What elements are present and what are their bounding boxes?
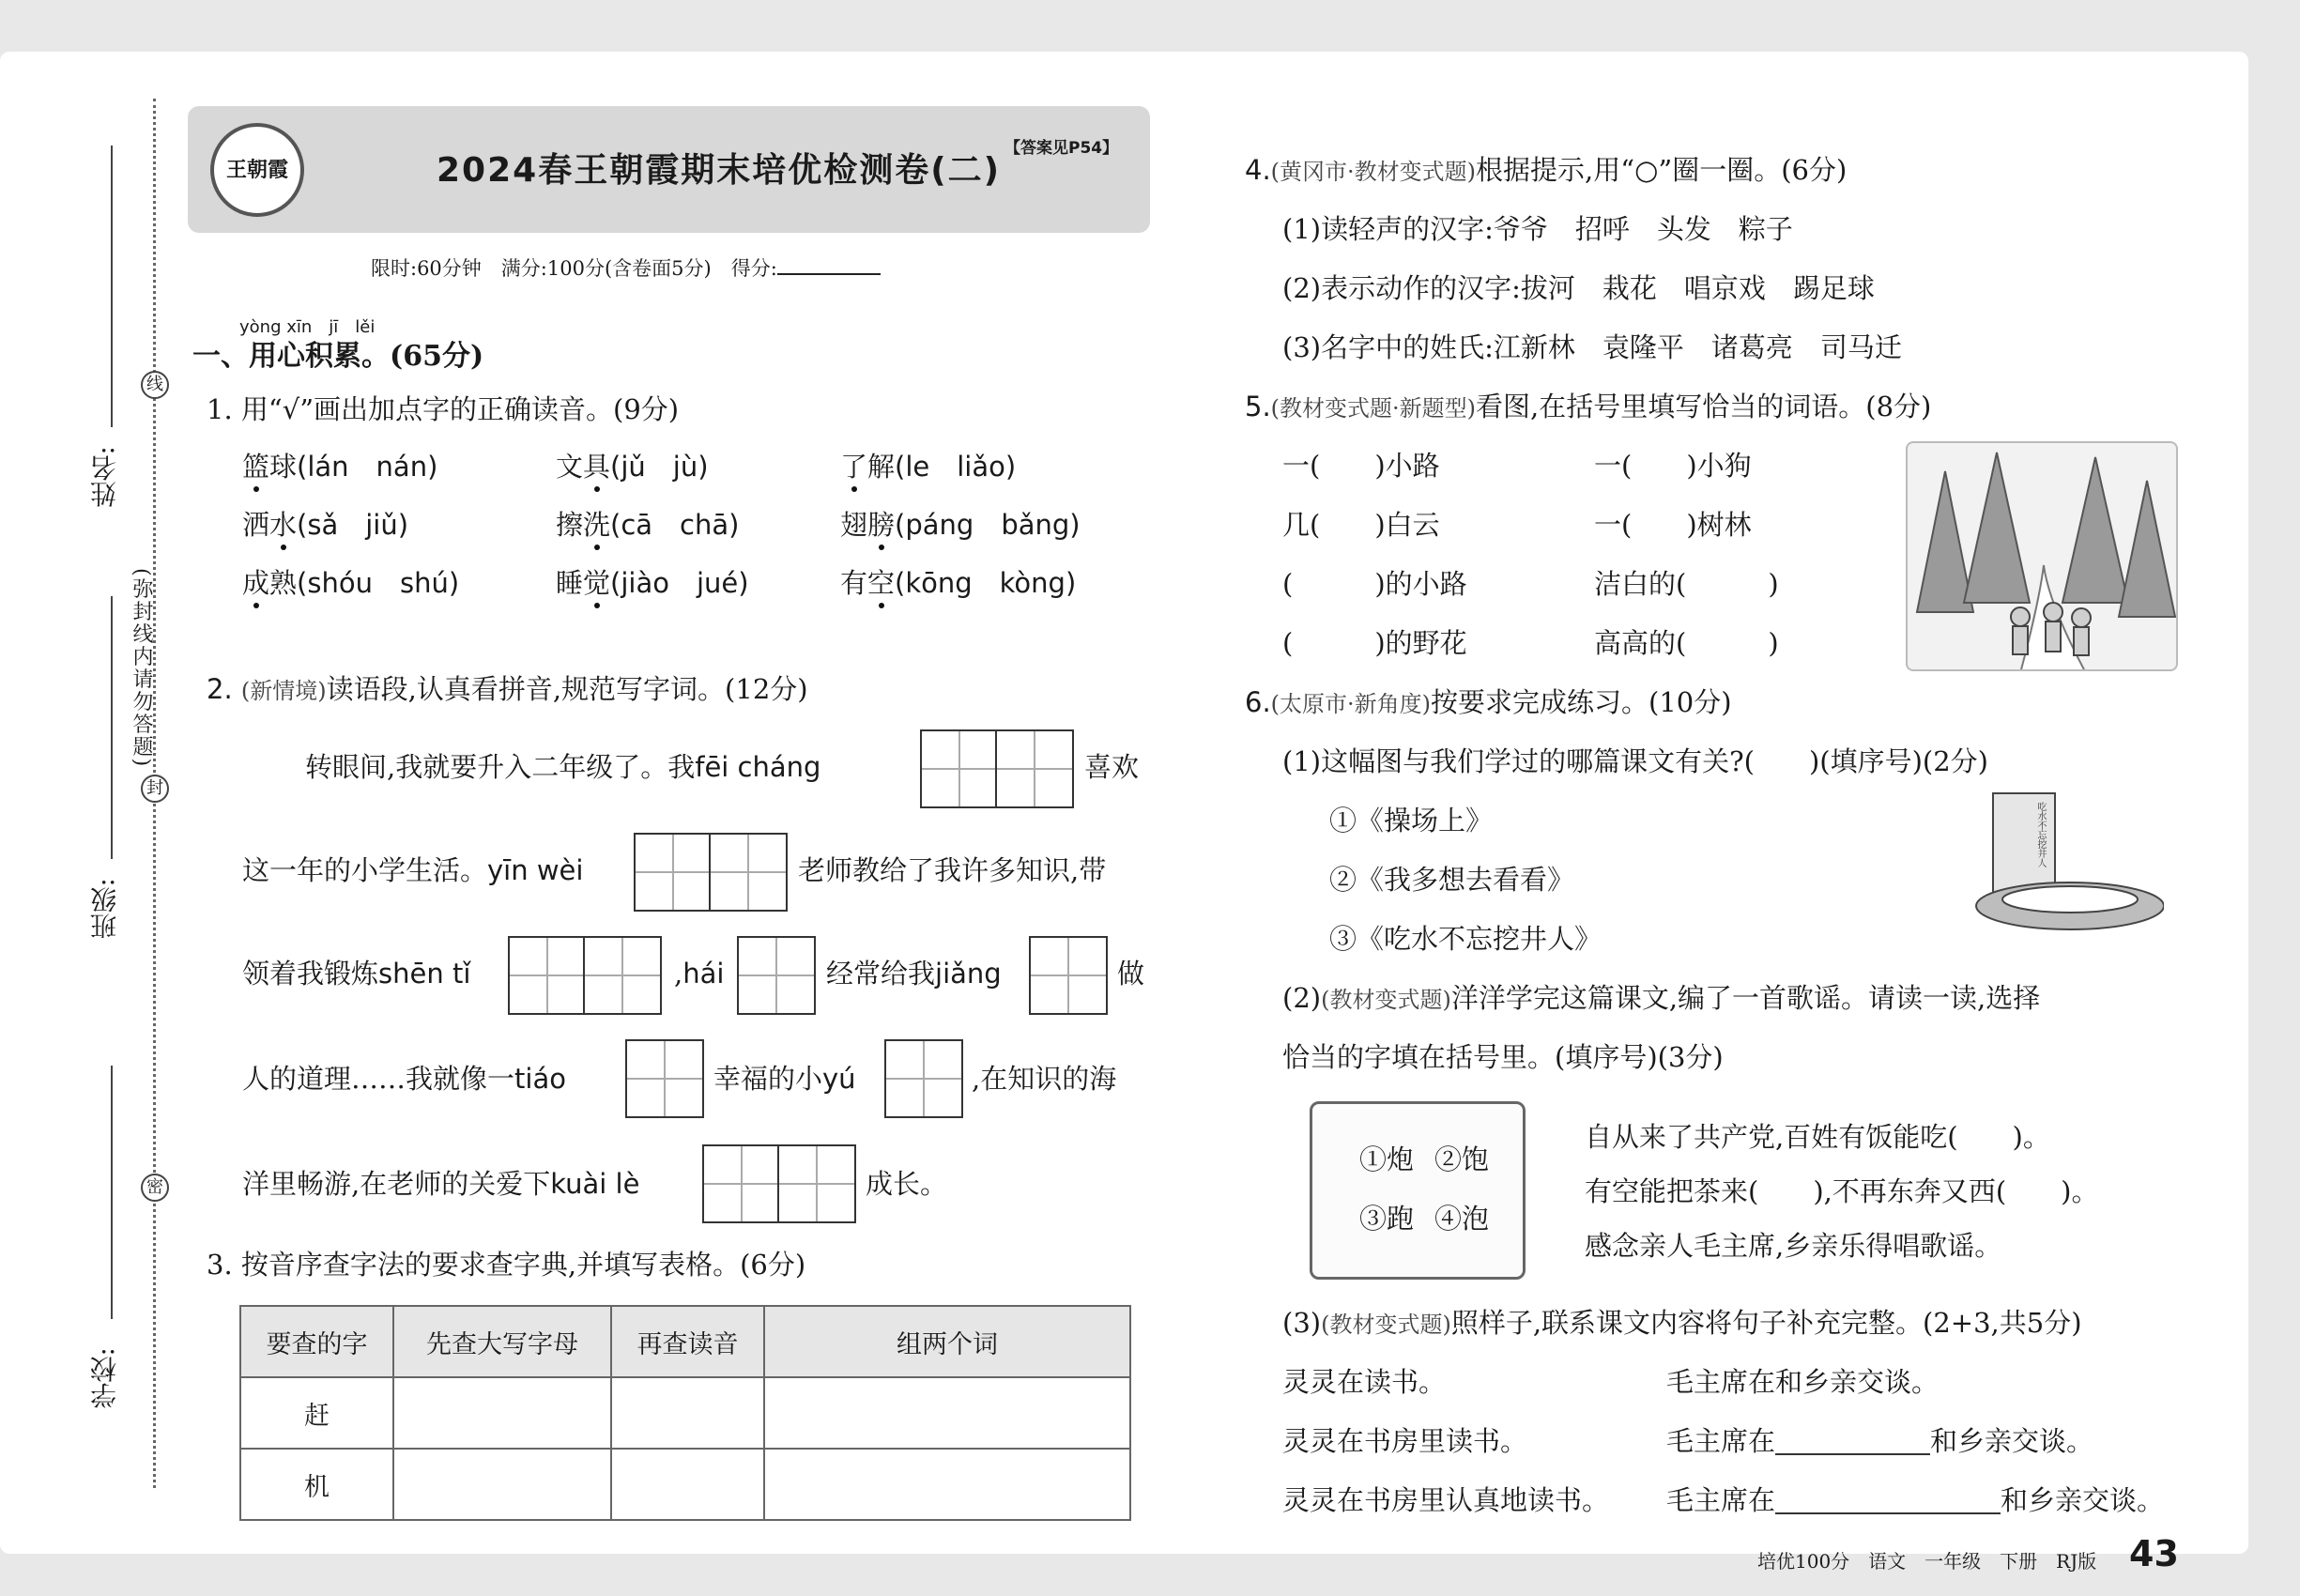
q1-item: 篮球(lán nán) (242, 451, 438, 483)
q4-line3: (3)名字中的姓氏:江新林 袁隆平 诸葛亮 司马迁 (1282, 331, 1902, 363)
example-sentence: 毛主席在和乡亲交谈。 (1666, 1366, 1940, 1398)
q5-item: 几( )白云 (1282, 509, 1440, 541)
writing-grid-feichang[interactable] (920, 729, 1074, 808)
exam-title: 2024春王朝霞期末培优检测卷(二) (437, 151, 1002, 190)
q1-item: 文具(jǔ jù) (556, 451, 709, 483)
answer-cell[interactable] (393, 1377, 611, 1449)
q1-item: 洒水(sǎ jiǔ) (242, 509, 409, 541)
q5-title: 5.(教材变式题·新题型)看图,在括号里填写恰当的词语。(8分) (1245, 391, 1932, 422)
answer-cell[interactable] (611, 1449, 764, 1520)
writing-grid-shenti[interactable] (508, 936, 662, 1015)
q4-line1: (1)读轻声的汉字:爷爷 招呼 头发 粽子 (1282, 213, 1793, 245)
example-sentence: 灵灵在书房里认真地读书。 (1282, 1484, 1610, 1516)
col-header: 组两个词 (764, 1306, 1130, 1377)
q5-item: ( )的野花 (1282, 627, 1467, 659)
score-field[interactable] (777, 273, 881, 275)
q1-item: 擦洗(cā chā) (556, 509, 740, 541)
char-cell: 机 (240, 1449, 393, 1520)
q2-title: 2. (新情境)读语段,认真看拼音,规范写字词。(12分) (207, 673, 808, 705)
answer-cell[interactable] (764, 1449, 1130, 1520)
q6-part1: (1)这幅图与我们学过的哪篇课文有关?( )(填序号)(2分) (1282, 745, 1988, 777)
choice-option: ①炮 (1359, 1143, 1415, 1175)
q2-line5-end: 成长。 (866, 1168, 948, 1200)
char-cell: 赶 (240, 1377, 393, 1449)
table-row (240, 1377, 1130, 1449)
example-sentence: 灵灵在书房里读书。 (1282, 1425, 1528, 1457)
writing-grid-jiang[interactable] (1029, 936, 1108, 1015)
section-title: 一、用心积累。(65分) (192, 340, 484, 373)
answer-cell[interactable] (764, 1377, 1130, 1449)
monument-inscription: 吃水不忘挖井人 (2035, 802, 2046, 867)
q5-item: 高高的( ) (1594, 627, 1779, 659)
q4-title: 4.(黄冈市·教材变式题)根据提示,用“○”圈一圈。(6分) (1245, 154, 1848, 186)
school-label: 学校: (89, 1347, 120, 1409)
q2-line5: 洋里畅游,在老师的关爱下kuài lè (242, 1168, 640, 1200)
binding-margin (0, 52, 169, 1554)
table-header-row (240, 1306, 1130, 1377)
school-field[interactable] (111, 1066, 113, 1319)
q6-title: 6.(太原市·新角度)按要求完成练习。(10分) (1245, 686, 1732, 718)
q2-line3-mid2: 经常给我jiǎng (826, 958, 1002, 990)
writing-grid-yu[interactable] (884, 1039, 963, 1118)
dictionary-table (239, 1305, 1131, 1521)
answer-cell[interactable] (611, 1377, 764, 1449)
word-choice-scroll (1310, 1101, 1526, 1280)
q1-item: 有空(kōng kòng) (840, 567, 1077, 599)
q6-option: ②《我多想去看看》 (1329, 864, 1575, 896)
song-line: 有空能把茶来( ),不再东奔又西( )。 (1585, 1175, 2099, 1207)
class-field[interactable] (111, 596, 113, 859)
name-field[interactable] (111, 146, 113, 427)
q1-item: 了解(le liǎo) (840, 451, 1017, 483)
q2-line2: 这一年的小学生活。yīn wèi (242, 854, 584, 886)
answer-blank[interactable] (1775, 1453, 1930, 1455)
q2-line4: 人的道理……我就像一tiáo (242, 1063, 566, 1095)
q6-part2-cont: 恰当的字填在括号里。(填序号)(3分) (1282, 1041, 1724, 1073)
q5-item: ( )的小路 (1282, 568, 1467, 600)
seal-mark-feng: 封 (141, 775, 169, 803)
choice-option: ②饱 (1434, 1143, 1490, 1175)
song-line: 感念亲人毛主席,乡亲乐得唱歌谣。 (1585, 1230, 2002, 1262)
col-header: 要查的字 (240, 1306, 393, 1377)
footer-info: 培优100分 语文 一年级 下册 RJ版 (1757, 1550, 2097, 1573)
q2-line3: 领着我锻炼shēn tǐ (242, 958, 471, 990)
seal-note: (弥封线内请勿答题) (130, 568, 153, 769)
fill-sentence: 毛主席在 和乡亲交谈。 (1666, 1425, 2094, 1457)
q2-line1-end: 喜欢 (1084, 751, 1140, 783)
writing-grid-tiao[interactable] (625, 1039, 704, 1118)
writing-grid-hai[interactable] (737, 936, 816, 1015)
q5-item: 一( )小路 (1282, 450, 1440, 482)
class-label: 班级: (89, 878, 120, 940)
writing-grid-kuaile[interactable] (702, 1144, 856, 1223)
q6-part2: (2)(教材变式题)洋洋学完这篇课文,编了一首歌谣。请读一读,选择 (1282, 982, 2041, 1014)
q1-item: 成熟(shóu shú) (242, 567, 460, 599)
q4-line2: (2)表示动作的汉字:拔河 栽花 唱京戏 踢足球 (1282, 272, 1875, 304)
exam-page (0, 52, 2248, 1574)
q1-item: 翅膀(páng bǎng) (840, 509, 1081, 541)
choice-option: ④泡 (1434, 1203, 1490, 1235)
q6-option: ①《操场上》 (1329, 805, 1494, 836)
well-monument-illustration (1948, 789, 2164, 948)
fill-sentence: 毛主席在 和乡亲交谈。 (1666, 1484, 2165, 1516)
q2-line1: 转眼间,我就要升入二年级了。我fēi cháng (305, 751, 821, 783)
q2-line4-mid: 幸福的小yú (713, 1063, 856, 1095)
answer-cell[interactable] (393, 1449, 611, 1520)
q1-title: 1. 用“√”画出加点字的正确读音。(9分) (207, 393, 680, 425)
q3-title: 3. 按音序查字法的要求查字典,并填写表格。(6分) (207, 1249, 806, 1281)
example-sentence: 灵灵在读书。 (1282, 1366, 1447, 1398)
song-line: 自从来了共产党,百姓有饭能吃( )。 (1585, 1121, 2050, 1153)
brand-logo: 王朝霞 (210, 123, 304, 217)
exam-info: 限时:60分钟 满分:100分(含卷面5分) 得分: (371, 253, 881, 282)
q5-item: 一( )树林 (1594, 509, 1752, 541)
table-row (240, 1449, 1130, 1520)
q6-option: ③《吃水不忘挖井人》 (1329, 923, 1602, 955)
col-header: 先查大写字母 (393, 1306, 611, 1377)
q1-item: 睡觉(jiào jué) (556, 567, 749, 599)
page-number: 43 (2129, 1533, 2179, 1574)
seal-mark-mi: 密 (141, 1174, 169, 1202)
q5-item: 一( )小狗 (1594, 450, 1752, 482)
q2-line4-end: ,在知识的海 (972, 1063, 1117, 1095)
q2-line2-end: 老师教给了我许多知识,带 (798, 854, 1107, 886)
col-header: 再查读音 (611, 1306, 764, 1377)
q6-part3: (3)(教材变式题)照样子,联系课文内容将句子补充完整。(2+3,共5分) (1282, 1307, 2082, 1339)
header-banner (188, 106, 1150, 233)
choice-option: ③跑 (1359, 1203, 1415, 1235)
writing-grid-yinwei[interactable] (634, 833, 788, 912)
forest-path-illustration (1906, 441, 2178, 671)
q2-line3-mid: ,hái (674, 958, 725, 990)
q2-line3-end: 做 (1117, 958, 1145, 990)
seal-mark-xian: 线 (141, 371, 169, 399)
answer-reference: 【答案见P54】 (1004, 139, 1119, 158)
answer-blank[interactable] (1775, 1512, 2001, 1514)
name-label: 姓名: (89, 446, 120, 508)
section-pinyin: yòng xīn jī lěi (239, 317, 376, 337)
q5-item: 洁白的( ) (1594, 568, 1779, 600)
